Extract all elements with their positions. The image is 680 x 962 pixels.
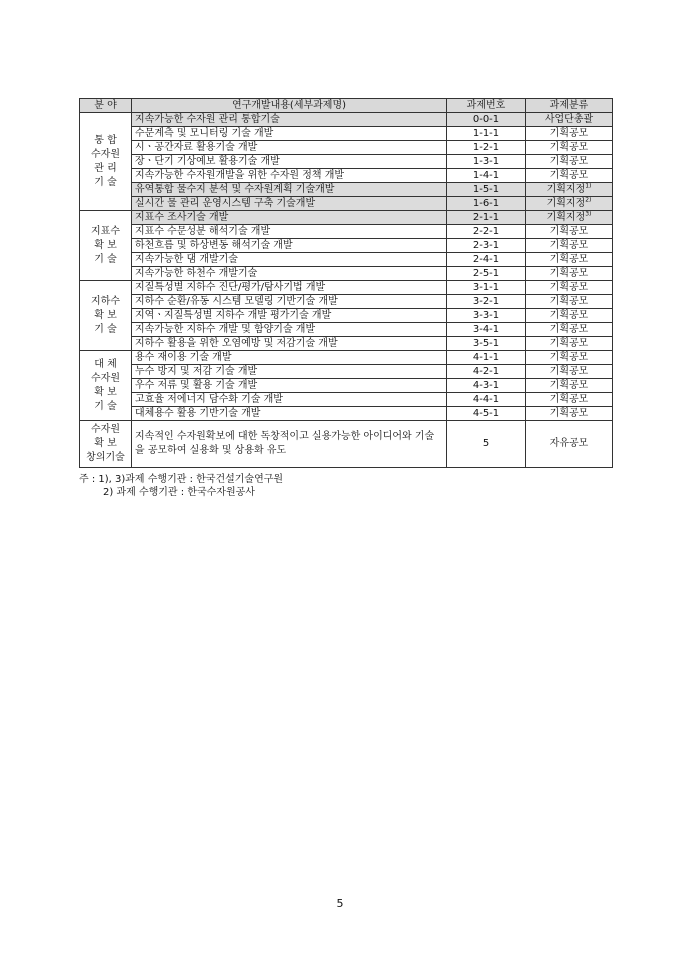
table-row <box>80 365 613 379</box>
task-title-cell: 지속가능한 수자원 관리 통합기술 <box>132 113 447 127</box>
task-title-cell: 지질특성별 지하수 진단/평가/탐사기법 개발 <box>132 281 447 295</box>
task-number-cell: 3-2-1 <box>447 295 526 309</box>
task-number-cell: 3-3-1 <box>447 309 526 323</box>
task-type-cell <box>526 337 613 351</box>
task-title-cell: 수문계측 및 모니터링 기술 개발 <box>132 127 447 141</box>
task-type-label: 사업단총괄 <box>544 114 594 125</box>
task-type-label: 기획공모 <box>549 296 589 307</box>
task-title-cell: 우수 저류 및 활용 기술 개발 <box>132 379 447 393</box>
task-number-cell: 1-3-1 <box>447 155 526 169</box>
task-type-cell <box>526 225 613 239</box>
task-type-label: 기획공모 <box>549 226 589 237</box>
task-title-cell: 지하수 순환/유동 시스템 모델링 기반기술 개발 <box>132 295 447 309</box>
footnote-marker: 2) <box>585 196 592 204</box>
task-title-cell: 고효율 저에너지 담수화 기술 개발 <box>132 393 447 407</box>
task-type-label: 기획공모 <box>549 170 589 181</box>
table-row <box>80 267 613 281</box>
task-type-cell <box>526 211 613 225</box>
task-type-cell <box>526 421 613 468</box>
task-title-cell: 누수 방지 및 저감 기술 개발 <box>132 365 447 379</box>
task-type-label: 기획지정 <box>546 198 586 209</box>
table-row <box>80 309 613 323</box>
task-type-cell <box>526 393 613 407</box>
task-type-label: 기획지정 <box>546 212 586 223</box>
task-number-cell: 2-4-1 <box>447 253 526 267</box>
task-number-cell: 2-5-1 <box>447 267 526 281</box>
footnote-marker: 3) <box>585 210 592 218</box>
task-type-label: 기획공모 <box>549 380 589 391</box>
task-number-cell: 0-0-1 <box>447 113 526 127</box>
task-number-cell: 3-4-1 <box>447 323 526 337</box>
task-type-cell <box>526 141 613 155</box>
task-type-cell <box>526 281 613 295</box>
task-type-cell <box>526 239 613 253</box>
table-row <box>80 295 613 309</box>
task-type-label: 자유공모 <box>549 438 589 449</box>
table-row <box>80 169 613 183</box>
table-row <box>80 323 613 337</box>
table-row <box>80 127 613 141</box>
task-type-cell <box>526 113 613 127</box>
footnote-1: 주 : 1), 3)과제 수행기관 : 한국건설기술연구원 <box>79 474 284 485</box>
task-type-label: 기획공모 <box>549 142 589 153</box>
task-type-cell <box>526 379 613 393</box>
task-type-label: 기획공모 <box>549 240 589 251</box>
task-number-cell: 2-1-1 <box>447 211 526 225</box>
task-type-label: 기획공모 <box>549 394 589 405</box>
task-number-cell: 3-5-1 <box>447 337 526 351</box>
task-type-cell <box>526 253 613 267</box>
task-type-label: 기획공모 <box>549 324 589 335</box>
task-title-cell: 하천흐름 및 하상변동 해석기술 개발 <box>132 239 447 253</box>
task-type-cell <box>526 323 613 337</box>
header-field: 분 야 <box>80 99 132 113</box>
task-title-cell: 지하수 활용을 위한 오염예방 및 저감기술 개발 <box>132 337 447 351</box>
task-title-cell: 시ㆍ공간자료 활용기술 개발 <box>132 141 447 155</box>
task-title-cell: 지표수 수문성분 해석기술 개발 <box>132 225 447 239</box>
table-body <box>80 113 613 468</box>
table-row <box>80 337 613 351</box>
task-type-cell <box>526 197 613 211</box>
task-type-label: 기획공모 <box>549 156 589 167</box>
task-title-cell: 지속가능한 수자원개발을 위한 수자원 정책 개발 <box>132 169 447 183</box>
task-title-cell: 실시간 물 관리 운영시스템 구축 기술개발 <box>132 197 447 211</box>
task-number-cell: 3-1-1 <box>447 281 526 295</box>
task-type-cell <box>526 365 613 379</box>
table-row <box>80 197 613 211</box>
task-number-cell: 2-2-1 <box>447 225 526 239</box>
table-row <box>80 351 613 365</box>
table-row <box>80 141 613 155</box>
task-title-cell: 유역통합 물수지 분석 및 수자원계획 기술개발 <box>132 183 447 197</box>
field-category-cell: 지하수 확 보 기 술 <box>80 281 132 351</box>
task-type-cell <box>526 295 613 309</box>
task-number-cell: 5 <box>447 421 526 468</box>
task-title-cell: 장ㆍ단기 기상예보 활용기술 개발 <box>132 155 447 169</box>
table-row <box>80 253 613 267</box>
task-title-cell: 지역ㆍ지질특성별 지하수 개발 평가기술 개발 <box>132 309 447 323</box>
field-category-cell: 수자원 확 보 창의기술 <box>80 421 132 468</box>
header-task-type: 과제분류 <box>526 99 613 113</box>
table-row <box>80 281 613 295</box>
field-category-cell: 대 체 수자원 확 보 기 술 <box>80 351 132 421</box>
task-type-cell <box>526 351 613 365</box>
task-number-cell: 4-5-1 <box>447 407 526 421</box>
task-type-cell <box>526 267 613 281</box>
task-number-cell: 1-2-1 <box>447 141 526 155</box>
task-number-cell: 1-6-1 <box>447 197 526 211</box>
task-title-cell: 지속적인 수자원확보에 대한 독창적이고 실용가능한 아이디어와 기술을 공모하여 실용화 및 상용화 유도 <box>132 421 447 468</box>
task-type-label: 기획공모 <box>549 254 589 265</box>
task-type-label: 기획공모 <box>549 338 589 349</box>
task-title-cell: 대체용수 활용 기반기술 개발 <box>132 407 447 421</box>
header-task-number: 과제번호 <box>447 99 526 113</box>
task-title-cell: 지속가능한 댐 개발기술 <box>132 253 447 267</box>
task-type-cell <box>526 169 613 183</box>
table-row <box>80 421 613 468</box>
task-type-cell <box>526 155 613 169</box>
task-type-label: 기획공모 <box>549 282 589 293</box>
field-category-cell: 지표수 확 보 기 술 <box>80 211 132 281</box>
table-row <box>80 113 613 127</box>
table-row <box>80 407 613 421</box>
task-type-label: 기획공모 <box>549 408 589 419</box>
field-category-cell: 통 합 수자원 관 리 기 술 <box>80 113 132 211</box>
task-number-cell: 4-2-1 <box>447 365 526 379</box>
footnotes <box>79 473 283 499</box>
task-type-cell <box>526 183 613 197</box>
footnote-2: 2) 과제 수행기관 : 한국수자원공사 <box>103 487 255 498</box>
task-type-label: 기획공모 <box>549 128 589 139</box>
task-number-cell: 2-3-1 <box>447 239 526 253</box>
task-title-cell: 지표수 조사기술 개발 <box>132 211 447 225</box>
table-row <box>80 155 613 169</box>
table-row <box>80 239 613 253</box>
table-row <box>80 379 613 393</box>
task-number-cell: 1-4-1 <box>447 169 526 183</box>
table-row <box>80 183 613 197</box>
task-number-cell: 4-3-1 <box>447 379 526 393</box>
table-header-row <box>80 99 613 113</box>
task-number-cell: 1-1-1 <box>447 127 526 141</box>
task-number-cell: 4-4-1 <box>447 393 526 407</box>
task-type-label: 기획공모 <box>549 366 589 377</box>
page-number: 5 <box>336 897 344 910</box>
table-row <box>80 225 613 239</box>
task-number-cell: 4-1-1 <box>447 351 526 365</box>
task-type-label: 기획공모 <box>549 310 589 321</box>
task-title-cell: 용수 재이용 기술 개발 <box>132 351 447 365</box>
task-type-cell <box>526 309 613 323</box>
task-type-label: 기획지정 <box>546 184 586 195</box>
header-content: 연구개발내용(세부과제명) <box>132 99 447 113</box>
research-task-table <box>79 98 613 468</box>
task-title-cell: 지속가능한 지하수 개발 및 함양기술 개발 <box>132 323 447 337</box>
table-row <box>80 393 613 407</box>
task-type-label: 기획공모 <box>549 268 589 279</box>
table-row <box>80 211 613 225</box>
task-type-label: 기획공모 <box>549 352 589 363</box>
footnote-marker: 1) <box>585 182 592 190</box>
task-title-cell: 지속가능한 하천수 개발기술 <box>132 267 447 281</box>
task-type-cell <box>526 127 613 141</box>
task-type-cell <box>526 407 613 421</box>
task-number-cell: 1-5-1 <box>447 183 526 197</box>
